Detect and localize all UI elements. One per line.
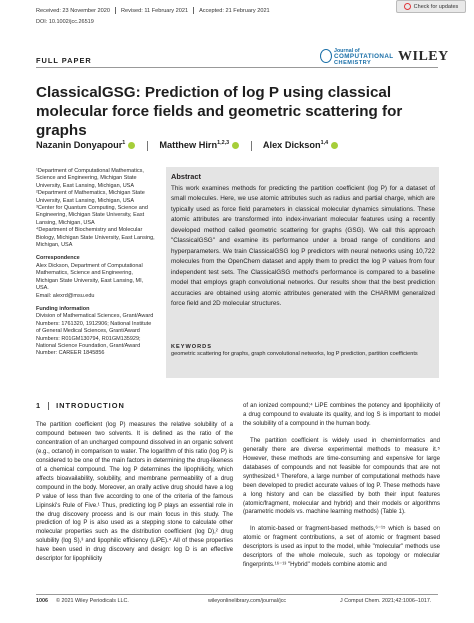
- section-title: INTRODUCTION: [56, 401, 125, 410]
- author-affiliation-mark: 1,4: [320, 140, 329, 146]
- divider: [115, 7, 116, 14]
- keywords-heading: KEYWORDS: [171, 344, 212, 350]
- abstract-text: This work examines methods for predicting the partition coefficient (log P) for a dataset of small molecules. Here, we use atomic attributes such as radius and partial charge, which are typically used as force field parameters in classical molecular dynamics simulations. These atomic attributes are transformed into index-invariant molecular features using a recently developed method called geometric scattering for graphs (GSG). We call this approach "ClassicalGSG" and examine its performance under a broad range of conditions and hyperparameters. We train ClassicalGSG log P predictors with neural networks using 10,722 molecules from the OpenChem dataset and apply them to predict the log P values from four independent test sets. The ClassicalGSG method's performance is compared to a baseline model that employs graph convolutional networks. Our results show that the best prediction accuracies are obtained using atomic attributes generated with the CHARMM generalized force field and 2D molecular structures.: [171, 185, 435, 307]
- divider: [147, 141, 148, 151]
- body-paragraph: In atomic-based or fragment-based methods,⁶⁻¹⁵ which is based on atomic or fragment contributions, a set of atomic or fragment based descriptors is used as input to the model, while "molecular" methods use descriptors of the whole molecule, such as topology or molecular fingerprints.¹⁶⁻¹³ "Hybrid" models combine atomic and: [243, 526, 440, 569]
- doi[interactable]: DOI: 10.1002/jcc.26519: [36, 19, 94, 25]
- article-dates: [36, 7, 356, 14]
- author-list: [36, 140, 456, 151]
- crossmark-icon: [404, 3, 411, 10]
- orcid-icon[interactable]: [128, 142, 135, 149]
- abstract-box: [166, 167, 439, 378]
- journal-logo: [320, 48, 394, 66]
- copyright: © 2021 Wiley Periodicals LLC.: [56, 598, 129, 604]
- affiliation: ¹Department of Computational Mathematics, Science and Engineering, Michigan State University, East Lansing, Michigan, USA: [36, 168, 144, 189]
- orcid-icon[interactable]: [331, 142, 338, 149]
- abstract-heading: Abstract: [171, 172, 201, 181]
- journal-logo-line2: COMPUTATIONAL: [334, 53, 394, 60]
- author-name[interactable]: Nazanin Donyapour: [36, 140, 123, 151]
- header-rule: [36, 67, 438, 68]
- received-date: Received: 23 November 2020: [36, 7, 111, 14]
- journal-mark-icon: [320, 49, 332, 63]
- affiliation: ²Department of Mathematics, Michigan State University, East Lansing, Michigan, USA: [36, 190, 145, 204]
- correspondence-heading: Correspondence: [36, 255, 80, 262]
- page-number: 1006: [36, 598, 48, 604]
- revised-date: Revised: 11 February 2021: [121, 7, 189, 14]
- author-name[interactable]: Alex Dickson: [262, 140, 321, 151]
- journal-logo-line3: CHEMISTRY: [334, 60, 372, 66]
- author-affiliation-mark: 1: [122, 140, 126, 146]
- footer-rule: [36, 594, 438, 595]
- body-paragraph: of an ionized compound;⁴ LiPE combines the potency and lipophilicity of a drug compound to evaluate its quality, and log S is important to model the solubility of a compound in the human body.: [243, 403, 440, 427]
- body-column-right: [243, 402, 440, 570]
- correspondence-text: Alex Dickson, Department of Computational Mathematics, Science and Engineering, Michigan State University, East Lansing, MI, USA.: [36, 262, 144, 292]
- footer-left: [36, 598, 129, 604]
- divider: [193, 7, 194, 14]
- check-for-updates-button[interactable]: [396, 0, 466, 13]
- affiliation: ⁴Department of Biochemistry and Molecular Biology, Michigan State University, East Lansing, Michigan, USA: [36, 227, 155, 249]
- funding-text: Division of Mathematical Sciences, Grant/Award Numbers: 1761320, 1912906; National Institute of General Medical Sciences, Grant/Award Numbers: R01GM130794, R01GM135929; National Science Foundation, Grant/Award Number: CAREER 1845856: [36, 313, 154, 357]
- keywords-text: geometric scattering for graphs, graph convolutional networks, log P prediction, partition coefficients: [171, 351, 418, 357]
- article-type-label: FULL PAPER: [36, 56, 92, 65]
- divider: [251, 141, 252, 151]
- orcid-icon[interactable]: [232, 142, 239, 149]
- check-for-updates-label: Check for updates: [413, 3, 459, 10]
- section-heading: [36, 401, 125, 410]
- body-paragraph: The partition coefficient is widely used in cheminformatics and generally there are diverse experimental methods to measure it.⁵ However, these methods are time-consuming and expensive for large databases of compounds and not feasible for compounds that are not synthesized.⁶ Therefore, a large number of computational methods have been developed to predict accurate values of log P. These methods have a long history and can be classified by both their input features (atomic/fragment, molecular and hybrid) and their models or algorithms (parametric models vs. machine learning methods) (Table 1).: [243, 437, 440, 516]
- affiliations-panel: [36, 168, 156, 358]
- author-affiliation-mark: 1,2,3: [217, 140, 230, 146]
- citation: J Comput Chem. 2021;42:1006–1017.: [340, 598, 432, 604]
- funding-heading: Funding information: [36, 305, 90, 312]
- article-title: ClassicalGSG: Prediction of log P using classical molecular force fields and geometric scattering for graphs: [36, 84, 403, 139]
- journal-url[interactable]: wileyonlinelibrary.com/journal/jcc: [208, 598, 287, 604]
- correspondence-email[interactable]: Email: alexrd@msu.edu: [36, 292, 95, 299]
- body-paragraph: The partition coefficient (log P) measures the relative solubility of a compound between two solvents. It is defined as the ratio of the concentration of an uncharged compound dissolved in an organic solvent (e.g., octanol) in comparison to water. The logarithm of this ratio (log P) is considered to be one of the main factors in determining the drug-likeness of a chemical compound. The log P determines the lipophilicity, which affects bioavailability, solubility, and membrane permeability of a drug compound in the body. Moreover, an orally active drug should have a log P value of less than five according to one of the criteria of the famous Lipinski's Rule of Five.¹ Thus, predicting log P plays an essential role in the drug discovery process and is our main focus in this study. The prediction of log P is also used as a stepping stone to calculate other molecular properties such as the distribution coefficient (log D),² drug solubility (log S),³ and lipophilic efficiency (LiPE).⁴ All of these properties have been used in drug discovery and design: log D is an effective descriptor for lipophilicity: [36, 422, 233, 563]
- author-name[interactable]: Matthew Hirn: [159, 140, 218, 151]
- journal-logo-line1: Journal of: [334, 48, 360, 54]
- section-number: 1: [36, 401, 42, 410]
- body-column-left: [36, 421, 233, 564]
- accepted-date: Accepted: 21 February 2021: [199, 7, 270, 14]
- publisher-logo: WILEY: [398, 49, 449, 64]
- divider: [48, 402, 49, 410]
- affiliation: ³Center for Quantum Computing, Science and Engineering, Michigan State University, East Lansing, Michigan, USA: [36, 205, 148, 226]
